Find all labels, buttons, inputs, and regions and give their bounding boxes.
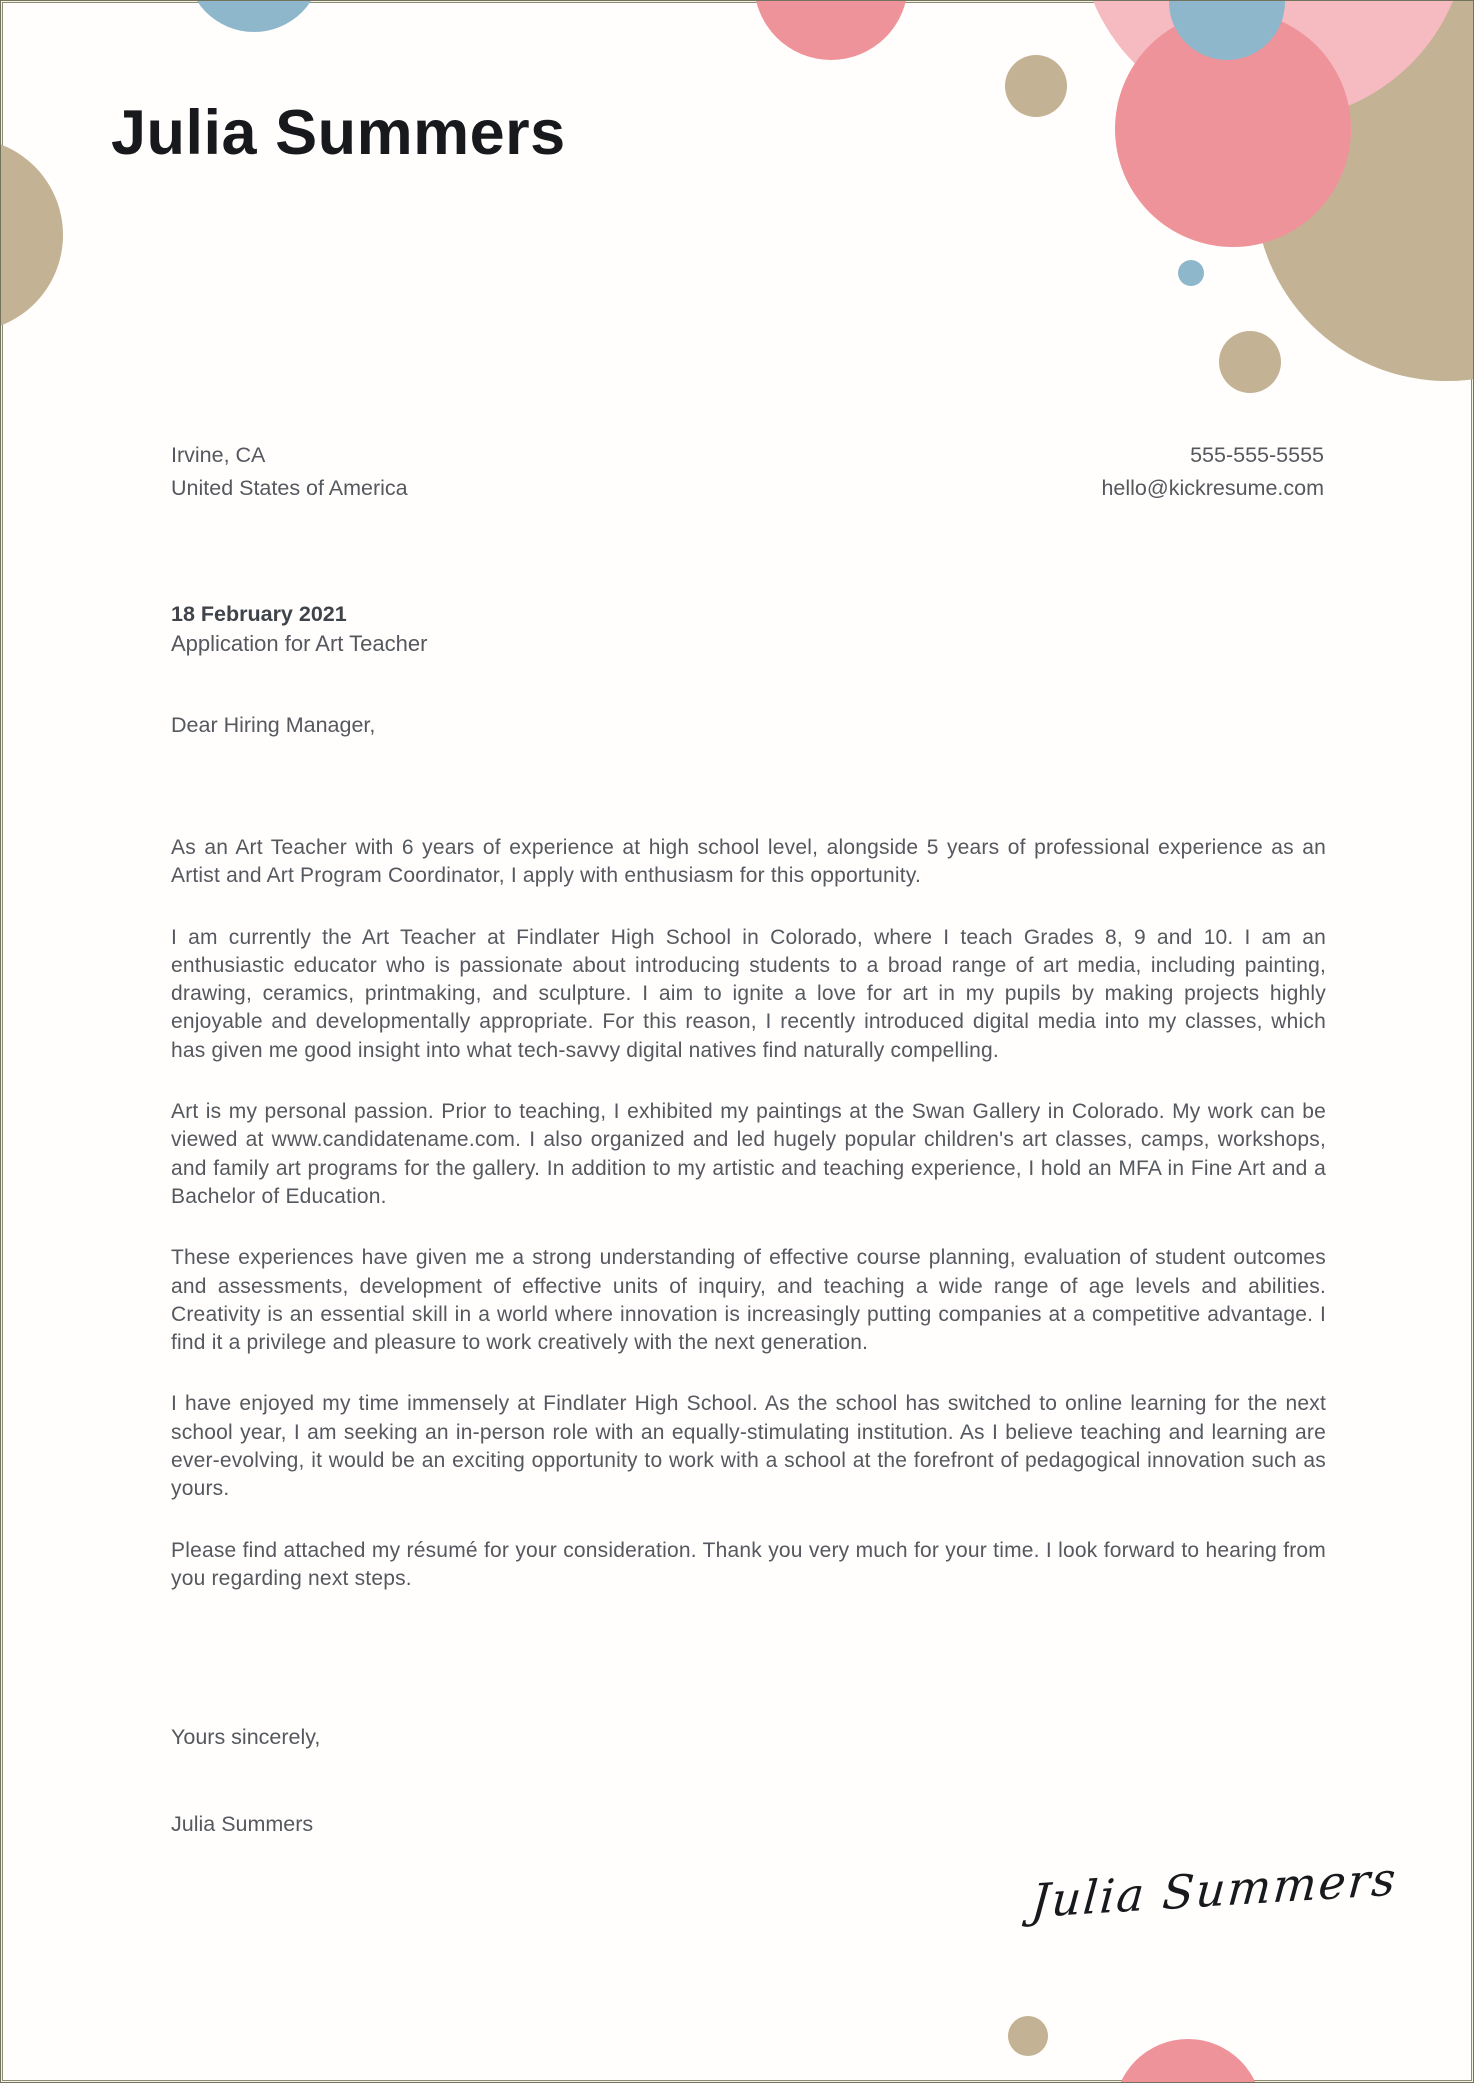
handwritten-signature: Julia Summers <box>1029 1851 1400 1929</box>
decor-circle-tan-bottom <box>1008 2016 1048 2056</box>
salutation: Dear Hiring Manager, <box>171 713 376 737</box>
contact-country: United States of America <box>171 476 408 500</box>
contact-email: hello@kickresume.com <box>1101 476 1324 500</box>
contact-location <box>171 439 408 505</box>
letter-subject: Application for Art Teacher <box>171 631 428 656</box>
decor-circle-tan-small-right <box>1219 331 1281 393</box>
decor-circle-tan-left <box>0 138 63 332</box>
paragraph: Art is my personal passion. Prior to teaching, I exhibited my paintings at the Swan Gallery in Colorado. My work can be viewed at www.candidatename.com. I also organized and led hugely popular children's art classes, camps, workshops, and family art programs for the gallery. In addition to my artistic and teaching experience, I hold an MFA in Fine Art and a Bachelor of Education. <box>171 1100 1326 1208</box>
contact-phone: 555-555-5555 <box>1190 443 1324 467</box>
decor-circle-salmon-bottom <box>1114 2039 1262 2083</box>
contact-details <box>1101 439 1324 505</box>
signer-name: Julia Summers <box>171 1812 314 1836</box>
closing-phrase: Yours sincerely, <box>171 1725 321 1749</box>
decor-circle-blue-dot <box>1178 260 1204 286</box>
contact-city: Irvine, CA <box>171 443 266 467</box>
paragraph: I have enjoyed my time immensely at Findlater High School. As the school has switched to online learning for the next school year, I am seeking an in-person role with an equally-stimulating institution. As I believe teaching and learning are ever-evolving, it would be an exciting opportunity to work with a school at the forefront of pedagogical innovation such as yours. <box>171 1392 1326 1501</box>
decor-circle-salmon-top <box>754 0 908 60</box>
paragraph: As an Art Teacher with 6 years of experience at high school level, alongside 5 years of professional experience as an Artist and Art Program Coordinator, I apply with enthusiasm for this opportunity. <box>171 836 1326 888</box>
paragraph: I am currently the Art Teacher at Findlater High School in Colorado, where I teach Grades 8, 9 and 10. I am an enthusiastic educator who is passionate about introducing students to a broad range of art media, including painting, drawing, ceramics, printmaking, and sculpture. I aim to ignite a love for art in my pupils by making projects highly enjoyable and developmentally appropriate. For this reason, I recently introduced digital media into my classes, which has given me good insight into what tech-savvy digital natives find naturally compelling. <box>171 925 1326 1062</box>
letter-date: 18 February 2021 <box>171 602 347 626</box>
date-subject-block <box>171 599 427 659</box>
decor-circle-blue-top-left <box>186 0 322 32</box>
letter-body <box>171 834 1326 1626</box>
candidate-name: Julia Summers <box>111 98 566 168</box>
paragraph: These experiences have given me a strong understanding of effective course planning, evaluation of student outcomes and assessments, development of effective units of inquiry, and teaching a wide range of age levels and abilities. Creativity is an essential skill in a world where innovation is increasingly putting companies at a competitive advantage. I find it a privilege and pleasure to work creatively with the next generation. <box>171 1246 1326 1355</box>
paragraph: Please find attached my résumé for your consideration. Thank you very much for your time. I look forward to hearing from you regarding next steps. <box>171 1538 1326 1590</box>
decor-circle-tan-small-top <box>1005 55 1067 117</box>
